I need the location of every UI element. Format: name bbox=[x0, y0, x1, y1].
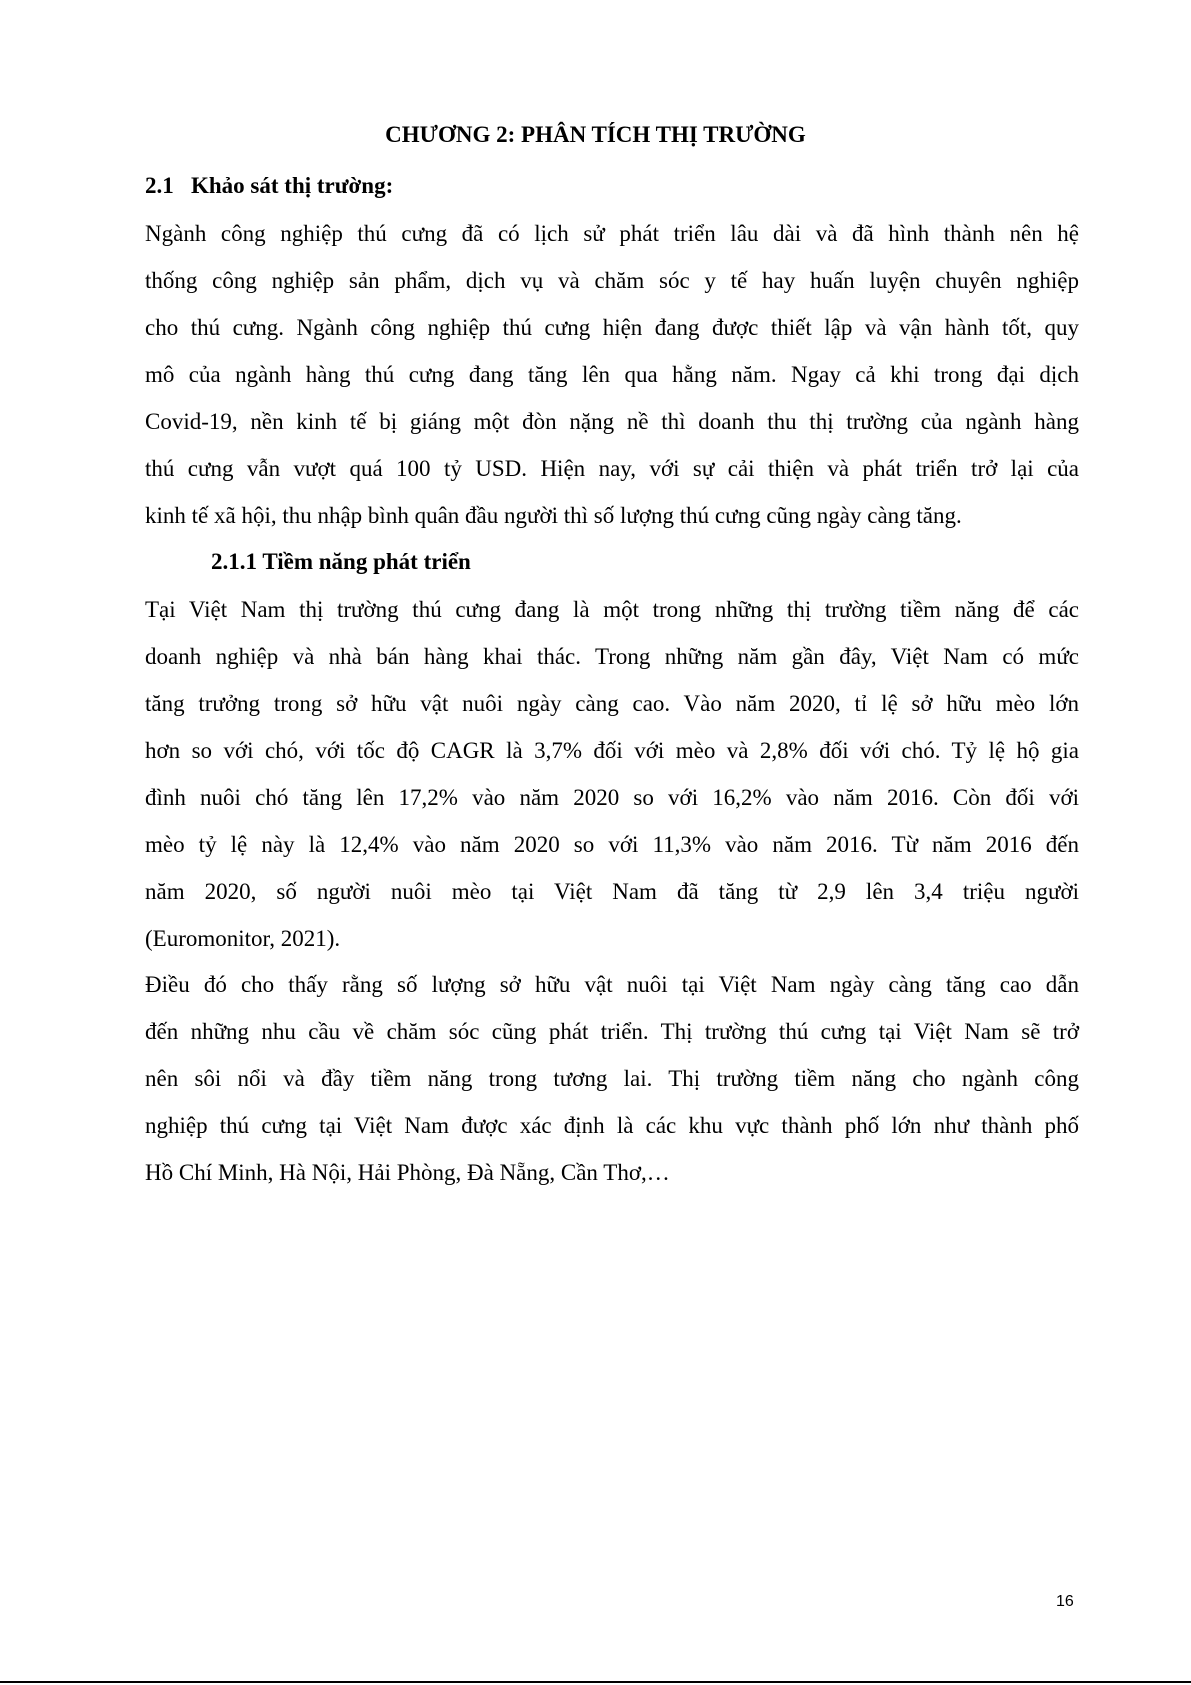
paragraph-line: Covid-19, nền kinh tế bị giáng một đòn nặng nề thì doanh thu thị trường của ngành hàng bbox=[145, 409, 1079, 434]
page-bottom-border bbox=[0, 1681, 1191, 1683]
paragraph-growth-potential bbox=[145, 586, 1079, 962]
paragraph-line: hơn so với chó, với tốc độ CAGR là 3,7% đối với mèo và 2,8% đối với chó. Tỷ lệ hộ gia bbox=[145, 738, 1079, 763]
paragraph-line: thống công nghiệp sản phẩm, dịch vụ và chăm sóc y tế hay huấn luyện chuyên nghiệp bbox=[145, 268, 1079, 293]
paragraph-market-survey bbox=[145, 210, 1079, 539]
section-title: Khảo sát thị trường: bbox=[191, 173, 394, 198]
page-number: 16 bbox=[1056, 1593, 1074, 1610]
paragraph-line: đến những nhu cầu về chăm sóc cũng phát triển. Thị trường thú cưng tại Việt Nam sẽ trở bbox=[145, 1019, 1079, 1044]
paragraph-line: Hồ Chí Minh, Hà Nội, Hải Phòng, Đà Nẵng, Cần Thơ,… bbox=[145, 1160, 670, 1185]
paragraph-line: mèo tỷ lệ này là 12,4% vào năm 2020 so với 11,3% vào năm 2016. Từ năm 2016 đến bbox=[145, 832, 1079, 857]
subsection-heading: 2.1.1 Tiềm năng phát triển bbox=[211, 549, 471, 574]
section-heading bbox=[145, 171, 393, 201]
paragraph-line: cho thú cưng. Ngành công nghiệp thú cưng hiện đang được thiết lập và vận hành tốt, quy bbox=[145, 315, 1079, 340]
paragraph-line: Tại Việt Nam thị trường thú cưng đang là một trong những thị trường tiềm năng để các bbox=[145, 597, 1079, 622]
paragraph-line: Điều đó cho thấy rằng số lượng sở hữu vật nuôi tại Việt Nam ngày càng tăng cao dẫn bbox=[145, 972, 1079, 997]
paragraph-line: thú cưng vẫn vượt quá 100 tỷ USD. Hiện nay, với sự cải thiện và phát triển trở lại của bbox=[145, 456, 1079, 481]
chapter-title: CHƯƠNG 2: PHÂN TÍCH THỊ TRƯỜNG bbox=[385, 122, 806, 147]
paragraph-conclusion bbox=[145, 961, 1079, 1196]
paragraph-line: kinh tế xã hội, thu nhập bình quân đầu người thì số lượng thú cưng cũng ngày càng tăng. bbox=[145, 503, 962, 528]
paragraph-line: năm 2020, số người nuôi mèo tại Việt Nam đã tăng từ 2,9 lên 3,4 triệu người bbox=[145, 879, 1079, 904]
paragraph-line: mô của ngành hàng thú cưng đang tăng lên qua hằng năm. Ngay cả khi trong đại dịch bbox=[145, 362, 1079, 387]
paragraph-line: (Euromonitor, 2021). bbox=[145, 926, 341, 951]
paragraph-line: đình nuôi chó tăng lên 17,2% vào năm 2020 so với 16,2% vào năm 2016. Còn đối với bbox=[145, 785, 1079, 810]
paragraph-line: doanh nghiệp và nhà bán hàng khai thác. Trong những năm gần đây, Việt Nam có mức bbox=[145, 644, 1079, 669]
paragraph-line: tăng trưởng trong sở hữu vật nuôi ngày càng cao. Vào năm 2020, tỉ lệ sở hữu mèo lớn bbox=[145, 691, 1079, 716]
paragraph-line: Ngành công nghiệp thú cưng đã có lịch sử phát triển lâu dài và đã hình thành nên hệ bbox=[145, 221, 1079, 246]
paragraph-line: nghiệp thú cưng tại Việt Nam được xác định là các khu vực thành phố lớn như thành phố bbox=[145, 1113, 1079, 1138]
section-number: 2.1 bbox=[145, 173, 174, 198]
paragraph-line: nên sôi nổi và đầy tiềm năng trong tương lai. Thị trường tiềm năng cho ngành công bbox=[145, 1066, 1079, 1091]
